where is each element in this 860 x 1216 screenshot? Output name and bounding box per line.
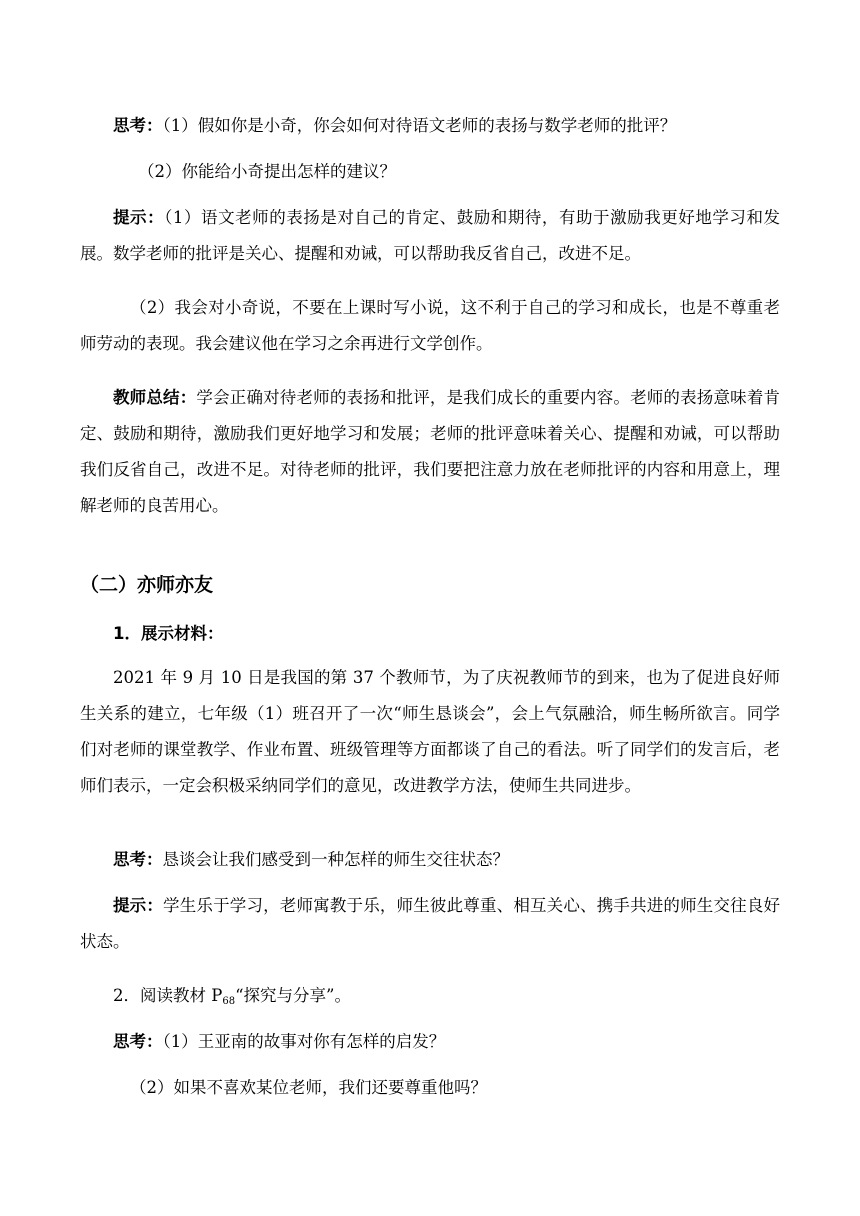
summary-label: 教师总结：	[113, 388, 197, 407]
hint-label: 提示：	[113, 896, 164, 915]
hint-paragraph-3	[80, 888, 780, 960]
teacher-summary	[80, 380, 780, 524]
page-subscript: 68	[222, 996, 236, 1007]
hint-text: （1）语文老师的表扬是对自己的肯定、鼓励和期待，有助于激励我更好地学习和发展。数学老师的批评是关心、提醒和劝诫，可以帮助我反省自己，改进不足。	[80, 208, 781, 263]
hint-paragraph-2	[80, 290, 780, 362]
question-text: （2）你能给小奇提出怎样的建议？	[138, 162, 396, 181]
think-text: （1）假如你是小奇，你会如何对待语文老师的表扬与数学老师的批评？	[162, 116, 677, 135]
read-textbook-line	[80, 978, 780, 1020]
think-text: 恳谈会让我们感受到一种怎样的师生交往状态？	[162, 850, 509, 869]
summary-text: 学会正确对待老师的表扬和批评，是我们成长的重要内容。老师的表扬意味着肯定、鼓励和期待，激励我们更好地学习和发展；老师的批评意味着关心、提醒和劝诫，可以帮助我们反省自己，改进不足。对待老师的批评，我们要把注意力放在老师批评的内容和用意上，理解老师的良苦用心。	[80, 388, 781, 515]
material-text: 2021 年 9 月 10 日是我国的第 37 个教师节，为了庆祝教师节的到来，也为了促进良好师生关系的建立，七年级（1）班召开了一次“师生恳谈会”，会上气氛融洽，师生畅所欲言。同学们对老师的课堂教学、作业布置、班级管理等方面都谈了自己的看法。听了同学们的发言后，老师们表示，一定会积极采纳同学们的意见，改进教学方法，使师生共同进步。	[80, 668, 780, 795]
think-label: 思考：	[113, 1032, 163, 1051]
think-label: 思考：	[113, 850, 163, 869]
hint-text-2: （2）我会对小奇说，不要在上课时写小说，这不利于自己的学习和成长，也是不尊重老师劳动的表现。我会建议他在学习之余再进行文学创作。	[80, 298, 780, 353]
think-text: （1）王亚南的故事对你有怎样的启发？	[162, 1032, 446, 1051]
material-paragraph	[80, 660, 780, 804]
think-question-5	[80, 1070, 780, 1106]
read-text: 2．阅读教材 P	[113, 986, 223, 1005]
question-text: （2）如果不喜欢某位老师，我们还要尊重他吗？	[130, 1078, 487, 1097]
section-heading: （二）亦师亦友	[80, 574, 214, 596]
think-question-1	[80, 108, 780, 144]
think-label: 思考：	[113, 116, 163, 135]
read-text-tail: “探究与分享”。	[235, 986, 351, 1005]
think-question-3	[80, 842, 780, 878]
think-question-4	[80, 1024, 780, 1060]
think-question-2	[80, 154, 780, 190]
material-title-text: 1．展示材料：	[113, 624, 224, 643]
hint-label: 提示：	[113, 208, 165, 227]
hint-paragraph-1	[80, 200, 780, 272]
show-material-title	[80, 616, 780, 652]
hint-text: 学生乐于学习，老师寓教于乐，师生彼此尊重、相互关心、携手共进的师生交往良好状态。	[80, 896, 781, 951]
